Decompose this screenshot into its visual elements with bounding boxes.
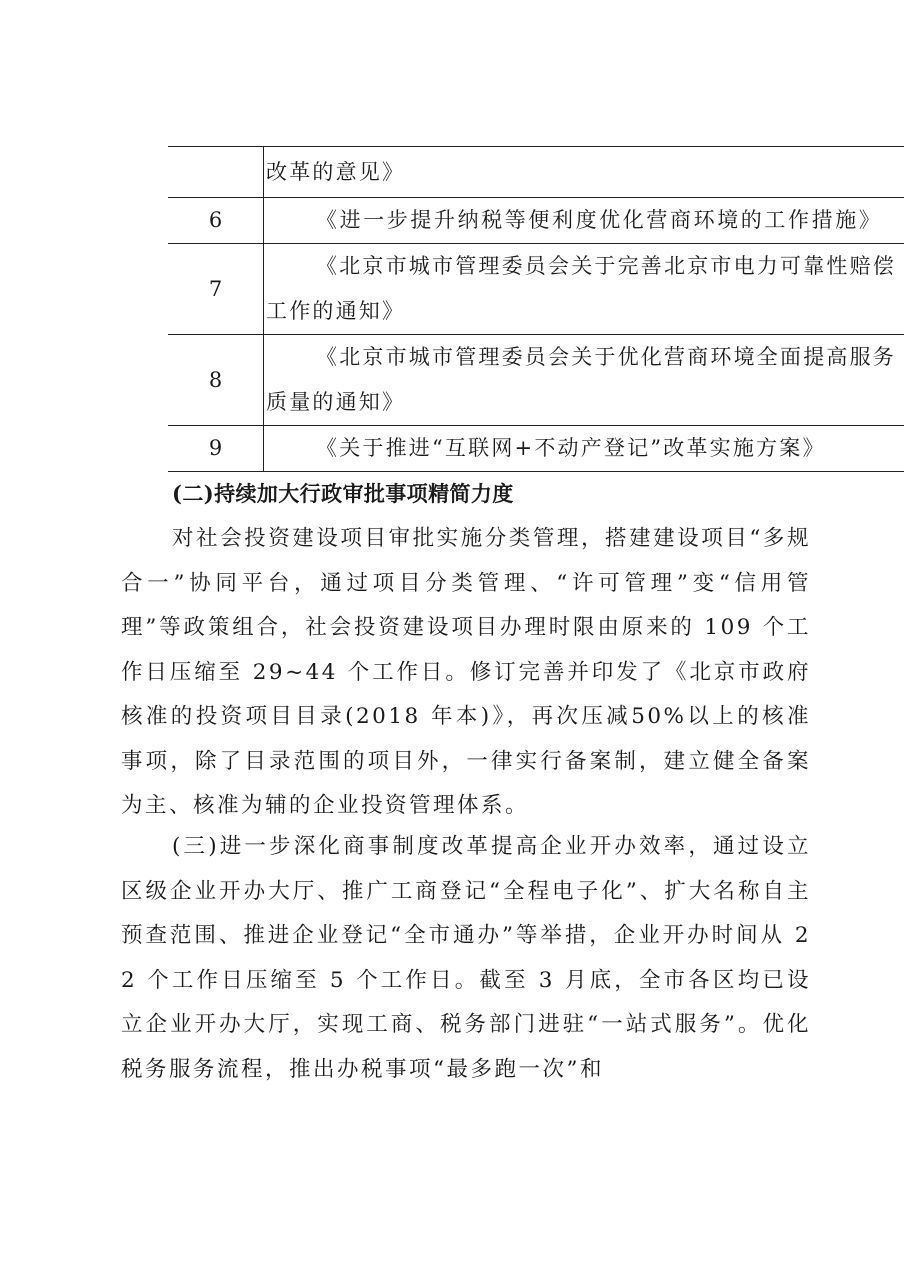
body-paragraph: 对社会投资建设项目审批实施分类管理，搭建建设项目“多规合一”协同平台，通过项目分类管理、“许可管理”变“信用管理”等政策组合，社会投资建设项目办理时限由原来的 109 个工作日压缩至 29~44 个工作日。修订完善并印发了《北京市政府核准的投资项目目录(2018 年本)》，再次压减50%以上的核准事项，除了目录范围的项目外，一律实行备案制，建立健全备案为主、核准为辅的企业投资管理体系。 (121, 526, 811, 818)
row-number: 8 (168, 335, 264, 426)
row-title: 《北京市城市管理委员会关于完善北京市电力可靠性赔偿工作的通知》 (264, 244, 905, 335)
row-number: 9 (168, 426, 264, 472)
row-title: 《北京市城市管理委员会关于优化营商环境全面提高服务质量的通知》 (264, 335, 905, 426)
regulation-table (168, 146, 904, 472)
table-row (168, 426, 904, 472)
body-paragraph: (三)进一步深化商事制度改革提高企业开办效率，通过设立区级企业开办大厅、推广工商登记“全程电子化”、扩大名称自主预查范围、推进企业登记“全市通办”等举措，企业开办时间从 22 个工作日压缩至 5 个工作日。截至 3 月底，全市各区均已设立企业开办大厅，实现工商、税务部门进驻“一站式服务”。优化税务服务流程，推出办税事项“最多跑一次”和 (121, 834, 811, 1082)
row-number (168, 147, 264, 198)
row-title: 《进一步提升纳税等便利度优化营商环境的工作措施》 (264, 198, 905, 244)
row-number: 6 (168, 198, 264, 244)
table-row (168, 244, 904, 335)
row-title: 改革的意见》 (264, 147, 905, 198)
section-heading: (二)持续加大行政审批事项精简力度 (172, 481, 514, 506)
table-row (168, 335, 904, 426)
row-number: 7 (168, 244, 264, 335)
row-title: 《关于推进“互联网+不动产登记”改革实施方案》 (264, 426, 905, 472)
table-row (168, 147, 904, 198)
table-row (168, 198, 904, 244)
